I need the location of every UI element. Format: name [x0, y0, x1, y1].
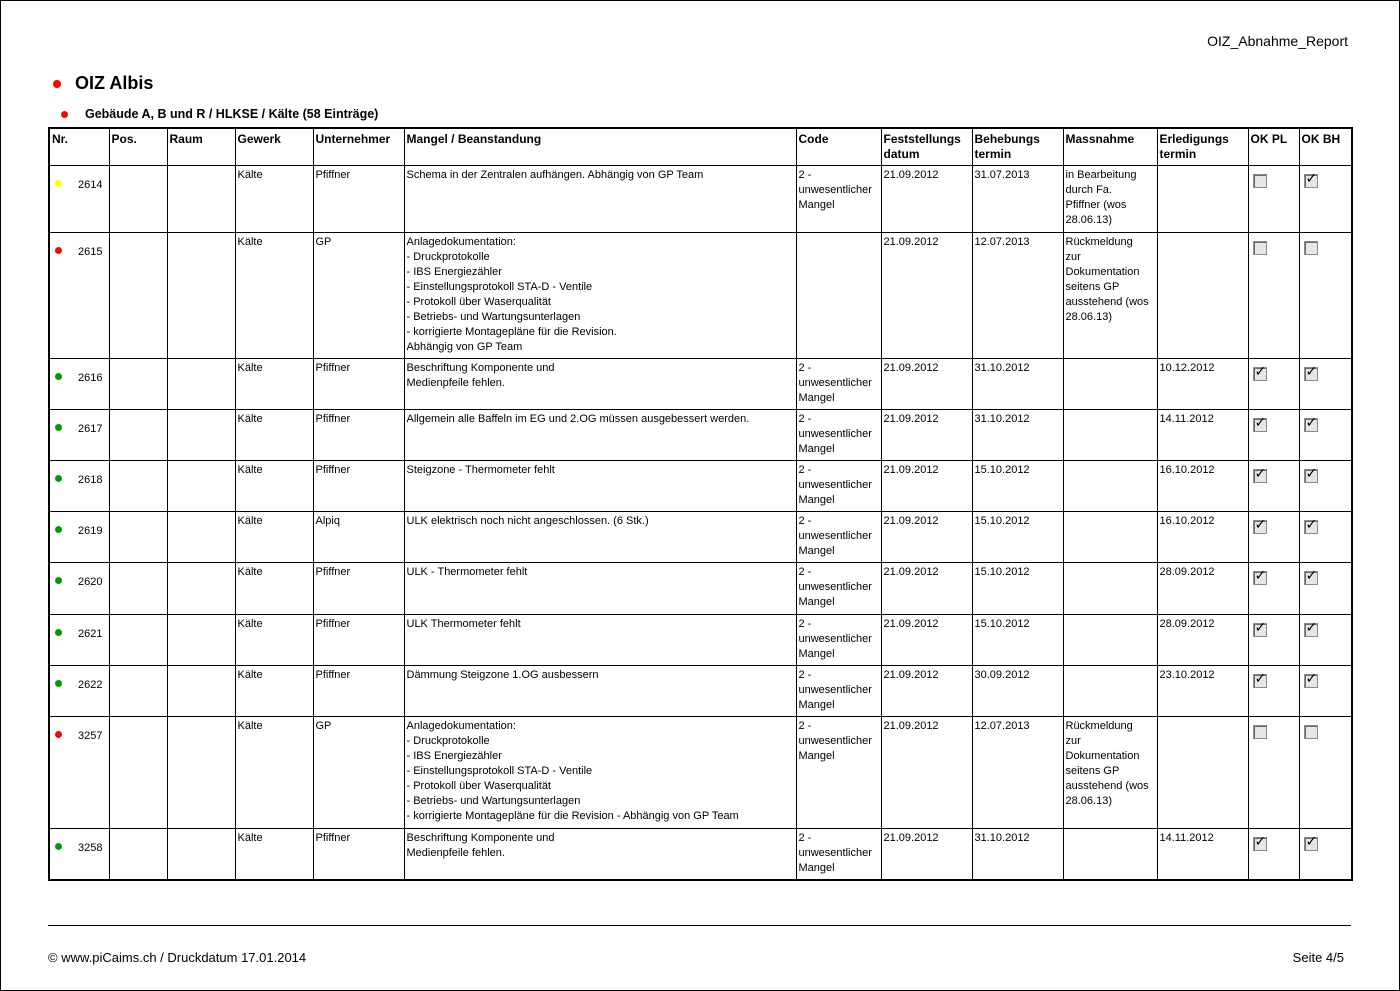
cell-ok-bh: [1299, 461, 1352, 512]
cell-erledigungstermin: 16.10.2012: [1157, 461, 1248, 512]
ok-pl-checkbox[interactable]: [1253, 241, 1267, 255]
cell-feststellungsdatum: 21.09.2012: [881, 359, 972, 410]
cell-erledigungstermin: [1157, 166, 1248, 233]
cell-mangel: ULK - Thermometer fehlt: [404, 563, 796, 615]
cell-raum: [167, 359, 235, 410]
ok-pl-checkbox[interactable]: [1253, 174, 1267, 188]
status-dot-icon: [55, 577, 62, 584]
table-row: [49, 717, 1352, 829]
cell-massnahme: [1063, 410, 1157, 461]
table-row: [49, 512, 1352, 563]
table-header-row: [49, 128, 1352, 166]
entry-number: 2619: [78, 525, 103, 537]
cell-unternehmer: GP: [313, 717, 404, 829]
cell-gewerk: Kälte: [235, 512, 313, 563]
cell-ok-pl: [1248, 615, 1299, 666]
cell-pos: [109, 512, 167, 563]
cell-feststellungsdatum: 21.09.2012: [881, 410, 972, 461]
cell-feststellungsdatum: 21.09.2012: [881, 666, 972, 717]
entry-number: 2622: [78, 679, 103, 691]
cell-raum: [167, 410, 235, 461]
col-header-feststellungsdatum: [881, 128, 972, 166]
cell-erledigungstermin: [1157, 717, 1248, 829]
cell-raum: [167, 512, 235, 563]
cell-unternehmer: Pfiffner: [313, 563, 404, 615]
col-header-ok-pl: OK PL: [1248, 128, 1299, 166]
cell-ok-pl: [1248, 563, 1299, 615]
cell-ok-pl: [1248, 233, 1299, 359]
cell-ok-pl: [1248, 359, 1299, 410]
cell-feststellungsdatum: 21.09.2012: [881, 512, 972, 563]
cell-behebungstermin: 12.07.2013: [972, 233, 1063, 359]
ok-bh-checkbox[interactable]: [1304, 837, 1318, 851]
entry-number: 2616: [78, 372, 103, 384]
cell-gewerk: Kälte: [235, 461, 313, 512]
ok-bh-checkbox[interactable]: [1304, 174, 1318, 188]
group-title: Gebäude A, B und R / HLKSE / Kälte (58 Einträge): [85, 107, 379, 121]
cell-nr: [49, 461, 109, 512]
cell-pos: [109, 166, 167, 233]
cell-nr: [49, 359, 109, 410]
status-dot-icon: [55, 629, 62, 636]
cell-behebungstermin: 15.10.2012: [972, 461, 1063, 512]
cell-mangel: ULK Thermometer fehlt: [404, 615, 796, 666]
cell-mangel: Beschriftung Komponente und Medienpfeile fehlen.: [404, 829, 796, 881]
cell-behebungstermin: 30.09.2012: [972, 666, 1063, 717]
cell-gewerk: Kälte: [235, 166, 313, 233]
footer-copyright: © www.piCaims.ch / Druckdatum 17.01.2014: [48, 950, 307, 965]
table-row: [49, 233, 1352, 359]
cell-erledigungstermin: 23.10.2012: [1157, 666, 1248, 717]
report-name: OIZ_Abnahme_Report: [1207, 33, 1348, 49]
status-dot-icon: [53, 80, 61, 88]
cell-ok-bh: [1299, 410, 1352, 461]
ok-bh-checkbox[interactable]: [1304, 623, 1318, 637]
cell-behebungstermin: 31.10.2012: [972, 410, 1063, 461]
cell-behebungstermin: 15.10.2012: [972, 563, 1063, 615]
cell-ok-bh: [1299, 233, 1352, 359]
cell-gewerk: Kälte: [235, 666, 313, 717]
cell-feststellungsdatum: 21.09.2012: [881, 615, 972, 666]
cell-massnahme: Rückmeldung zur Dokumentation seitens GP ausstehend (wos 28.06.13): [1063, 717, 1157, 829]
entry-number: 2617: [78, 423, 103, 435]
cell-raum: [167, 666, 235, 717]
cell-code: 2 - unwesentlicher Mangel: [796, 410, 881, 461]
cell-raum: [167, 166, 235, 233]
entry-number: 2620: [78, 576, 103, 588]
cell-ok-bh: [1299, 615, 1352, 666]
cell-gewerk: Kälte: [235, 829, 313, 881]
cell-ok-pl: [1248, 666, 1299, 717]
cell-raum: [167, 563, 235, 615]
cell-behebungstermin: 15.10.2012: [972, 615, 1063, 666]
cell-massnahme: [1063, 829, 1157, 881]
cell-nr: [49, 829, 109, 881]
ok-bh-checkbox[interactable]: [1304, 725, 1318, 739]
cell-raum: [167, 615, 235, 666]
cell-erledigungstermin: 28.09.2012: [1157, 615, 1248, 666]
table-row: [49, 359, 1352, 410]
cell-mangel: ULK elektrisch noch nicht angeschlossen. (6 Stk.): [404, 512, 796, 563]
status-dot-icon: [55, 731, 62, 738]
cell-feststellungsdatum: 21.09.2012: [881, 166, 972, 233]
ok-pl-checkbox[interactable]: [1253, 367, 1267, 381]
cell-nr: [49, 717, 109, 829]
col-header-ok-bh: OK BH: [1299, 128, 1352, 166]
cell-behebungstermin: 31.07.2013: [972, 166, 1063, 233]
ok-pl-checkbox[interactable]: [1253, 520, 1267, 534]
col-header-line: Erledigungs: [1159, 132, 1229, 146]
table-row: [49, 461, 1352, 512]
status-dot-icon: [55, 180, 62, 187]
ok-bh-checkbox[interactable]: [1304, 674, 1318, 688]
cell-nr: [49, 666, 109, 717]
entry-number: 3258: [78, 842, 103, 854]
cell-behebungstermin: 31.10.2012: [972, 359, 1063, 410]
cell-ok-pl: [1248, 829, 1299, 881]
ok-pl-checkbox[interactable]: [1253, 418, 1267, 432]
cell-code: 2 - unwesentlicher Mangel: [796, 512, 881, 563]
cell-erledigungstermin: [1157, 233, 1248, 359]
cell-unternehmer: Pfiffner: [313, 359, 404, 410]
cell-nr: [49, 563, 109, 615]
cell-ok-pl: [1248, 166, 1299, 233]
cell-nr: [49, 166, 109, 233]
cell-ok-pl: [1248, 410, 1299, 461]
cell-raum: [167, 829, 235, 881]
site-heading: [53, 73, 153, 94]
cell-mangel: Anlagedokumentation: - Druckprotokolle - IBS Energiezähler - Einstellungsprotokoll STA-D - Ventile - Protokoll über Waserqualität - Betriebs- und Wartungsunterlagen - korrigierte Montagepläne für die Revision. Abhängig von GP Team: [404, 233, 796, 359]
col-header-mangel: Mangel / Beanstandung: [404, 128, 796, 166]
cell-ok-bh: [1299, 666, 1352, 717]
cell-ok-bh: [1299, 829, 1352, 881]
cell-gewerk: Kälte: [235, 410, 313, 461]
table-row: [49, 563, 1352, 615]
table-row: [49, 615, 1352, 666]
cell-erledigungstermin: 10.12.2012: [1157, 359, 1248, 410]
cell-raum: [167, 717, 235, 829]
cell-ok-bh: [1299, 717, 1352, 829]
entry-number: 3257: [78, 730, 103, 742]
ok-pl-checkbox[interactable]: [1253, 674, 1267, 688]
site-title: OIZ Albis: [75, 73, 154, 93]
cell-nr: [49, 512, 109, 563]
cell-erledigungstermin: 14.11.2012: [1157, 829, 1248, 881]
col-header-line: datum: [883, 147, 920, 161]
cell-massnahme: [1063, 666, 1157, 717]
entry-number: 2615: [78, 246, 103, 258]
cell-behebungstermin: 12.07.2013: [972, 717, 1063, 829]
cell-mangel: Beschriftung Komponente und Medienpfeile fehlen.: [404, 359, 796, 410]
entry-number: 2621: [78, 628, 103, 640]
cell-code: [796, 233, 881, 359]
defects-table: [48, 127, 1353, 881]
ok-bh-checkbox[interactable]: [1304, 520, 1318, 534]
cell-erledigungstermin: 14.11.2012: [1157, 410, 1248, 461]
cell-ok-bh: [1299, 512, 1352, 563]
status-dot-icon: [55, 843, 62, 850]
cell-unternehmer: GP: [313, 233, 404, 359]
cell-massnahme: [1063, 461, 1157, 512]
table-row: [49, 410, 1352, 461]
status-dot-icon: [55, 424, 62, 431]
cell-unternehmer: Pfiffner: [313, 410, 404, 461]
cell-raum: [167, 461, 235, 512]
cell-erledigungstermin: 16.10.2012: [1157, 512, 1248, 563]
cell-behebungstermin: 31.10.2012: [972, 829, 1063, 881]
cell-nr: [49, 410, 109, 461]
cell-massnahme: [1063, 512, 1157, 563]
cell-pos: [109, 615, 167, 666]
cell-erledigungstermin: 28.09.2012: [1157, 563, 1248, 615]
cell-unternehmer: Alpiq: [313, 512, 404, 563]
cell-ok-bh: [1299, 359, 1352, 410]
ok-pl-checkbox[interactable]: [1253, 837, 1267, 851]
col-header-behebungstermin: [972, 128, 1063, 166]
cell-mangel: Allgemein alle Baffeln im EG und 2.OG müssen ausgebessert werden.: [404, 410, 796, 461]
footer-divider: [48, 925, 1351, 926]
cell-feststellungsdatum: 21.09.2012: [881, 717, 972, 829]
ok-bh-checkbox[interactable]: [1304, 418, 1318, 432]
cell-code: 2 - unwesentlicher Mangel: [796, 166, 881, 233]
status-dot-icon: [55, 680, 62, 687]
cell-mangel: Anlagedokumentation: - Druckprotokolle - IBS Energiezähler - Einstellungsprotokoll STA-D - Ventile - Protokoll über Waserqualität - Betriebs- und Wartungsunterlagen - korrigierte Montagepläne für die Revision - Abhängig von GP Team: [404, 717, 796, 829]
cell-pos: [109, 461, 167, 512]
ok-bh-checkbox[interactable]: [1304, 571, 1318, 585]
footer-page-number: Seite 4/5: [1292, 950, 1344, 965]
col-header-nr: Nr.: [49, 128, 109, 166]
ok-bh-checkbox[interactable]: [1304, 241, 1318, 255]
cell-pos: [109, 233, 167, 359]
cell-unternehmer: Pfiffner: [313, 166, 404, 233]
cell-code: 2 - unwesentlicher Mangel: [796, 666, 881, 717]
cell-feststellungsdatum: 21.09.2012: [881, 563, 972, 615]
cell-code: 2 - unwesentlicher Mangel: [796, 563, 881, 615]
ok-pl-checkbox[interactable]: [1253, 469, 1267, 483]
ok-pl-checkbox[interactable]: [1253, 571, 1267, 585]
cell-raum: [167, 233, 235, 359]
col-header-code: Code: [796, 128, 881, 166]
table-row: [49, 666, 1352, 717]
col-header-line: termin: [974, 147, 1012, 161]
cell-pos: [109, 359, 167, 410]
table-row: [49, 166, 1352, 233]
cell-mangel: Dämmung Steigzone 1.OG ausbessern: [404, 666, 796, 717]
cell-code: 2 - unwesentlicher Mangel: [796, 615, 881, 666]
cell-code: 2 - unwesentlicher Mangel: [796, 829, 881, 881]
entry-number: 2614: [78, 179, 103, 191]
cell-ok-pl: [1248, 461, 1299, 512]
cell-gewerk: Kälte: [235, 359, 313, 410]
cell-ok-bh: [1299, 563, 1352, 615]
ok-pl-checkbox[interactable]: [1253, 623, 1267, 637]
cell-code: 2 - unwesentlicher Mangel: [796, 461, 881, 512]
cell-unternehmer: Pfiffner: [313, 666, 404, 717]
col-header-erledigungstermin: [1157, 128, 1248, 166]
col-header-unternehmer: Unternehmer: [313, 128, 404, 166]
entry-number: 2618: [78, 474, 103, 486]
status-dot-icon: [55, 526, 62, 533]
cell-code: 2 - unwesentlicher Mangel: [796, 359, 881, 410]
status-dot-icon: [55, 373, 62, 380]
col-header-pos: Pos.: [109, 128, 167, 166]
cell-nr: [49, 233, 109, 359]
cell-feststellungsdatum: 21.09.2012: [881, 829, 972, 881]
cell-ok-pl: [1248, 717, 1299, 829]
cell-pos: [109, 410, 167, 461]
col-header-line: Behebungs: [974, 132, 1040, 146]
cell-mangel: Schema in der Zentralen aufhängen. Abhängig von GP Team: [404, 166, 796, 233]
cell-ok-pl: [1248, 512, 1299, 563]
cell-behebungstermin: 15.10.2012: [972, 512, 1063, 563]
cell-pos: [109, 829, 167, 881]
cell-gewerk: Kälte: [235, 563, 313, 615]
cell-gewerk: Kälte: [235, 615, 313, 666]
cell-gewerk: Kälte: [235, 717, 313, 829]
cell-massnahme: Rückmeldung zur Dokumentation seitens GP ausstehend (wos 28.06.13): [1063, 233, 1157, 359]
cell-pos: [109, 563, 167, 615]
cell-unternehmer: Pfiffner: [313, 615, 404, 666]
ok-bh-checkbox[interactable]: [1304, 367, 1318, 381]
cell-code: 2 - unwesentlicher Mangel: [796, 717, 881, 829]
ok-bh-checkbox[interactable]: [1304, 469, 1318, 483]
cell-unternehmer: Pfiffner: [313, 829, 404, 881]
cell-pos: [109, 666, 167, 717]
cell-feststellungsdatum: 21.09.2012: [881, 461, 972, 512]
status-dot-icon: [61, 111, 68, 118]
cell-massnahme: in Bearbeitung durch Fa. Pfiffner (wos 28.06.13): [1063, 166, 1157, 233]
table-row: [49, 829, 1352, 881]
cell-feststellungsdatum: 21.09.2012: [881, 233, 972, 359]
ok-pl-checkbox[interactable]: [1253, 725, 1267, 739]
group-heading: [61, 107, 378, 121]
status-dot-icon: [55, 247, 62, 254]
col-header-line: Feststellungs: [883, 132, 961, 146]
cell-gewerk: Kälte: [235, 233, 313, 359]
cell-nr: [49, 615, 109, 666]
status-dot-icon: [55, 475, 62, 482]
cell-massnahme: [1063, 563, 1157, 615]
col-header-raum: Raum: [167, 128, 235, 166]
cell-unternehmer: Pfiffner: [313, 461, 404, 512]
cell-massnahme: [1063, 615, 1157, 666]
col-header-gewerk: Gewerk: [235, 128, 313, 166]
cell-pos: [109, 717, 167, 829]
cell-ok-bh: [1299, 166, 1352, 233]
cell-mangel: Steigzone - Thermometer fehlt: [404, 461, 796, 512]
col-header-massnahme: Massnahme: [1063, 128, 1157, 166]
col-header-line: termin: [1159, 147, 1197, 161]
cell-massnahme: [1063, 359, 1157, 410]
